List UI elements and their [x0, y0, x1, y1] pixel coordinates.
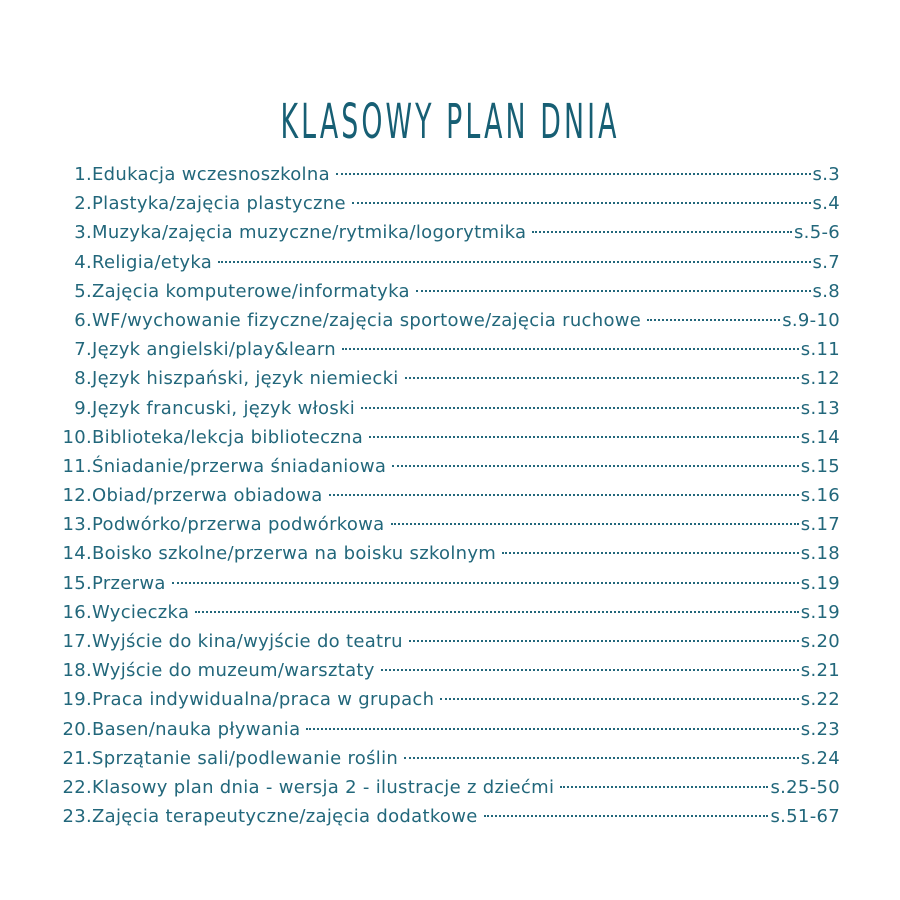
toc-label: Plastyka/zajęcia plastyczne: [92, 193, 346, 215]
toc-entry: [60, 306, 840, 335]
toc-page: s.51-67: [770, 806, 840, 828]
toc-entry: [60, 569, 840, 598]
dot-leader: [195, 611, 798, 613]
toc-label: Wycieczka: [92, 601, 190, 623]
dot-leader: [329, 494, 799, 496]
toc-label: Sprzątanie sali/podlewanie roślin: [92, 747, 399, 769]
toc-page: s.11: [800, 339, 840, 361]
table-of-contents: [60, 160, 840, 831]
dot-leader: [172, 582, 799, 584]
toc-entry: [60, 627, 840, 656]
toc-label: Język francuski, język włoski: [92, 397, 356, 419]
toc-number: 9.: [74, 397, 92, 419]
toc-page: s.12: [800, 368, 840, 390]
page-title: KLASOWY PLAN DNIA: [280, 94, 620, 151]
toc-number: 1.: [74, 164, 92, 185]
toc-entry: [60, 160, 840, 189]
dot-leader: [342, 348, 799, 350]
toc-page: s.8: [812, 280, 840, 302]
toc-entry: [60, 277, 840, 306]
toc-entry: [60, 802, 840, 831]
toc-entry: [60, 539, 840, 568]
toc-page: s.9-10: [782, 309, 840, 331]
toc-page: s.21: [800, 660, 840, 682]
toc-page: s.20: [800, 631, 840, 652]
dot-leader: [405, 377, 799, 379]
toc-entry: [60, 715, 840, 744]
toc-page: s.15: [800, 455, 840, 477]
toc-number: 3.: [74, 222, 92, 244]
toc-number: 15.: [62, 572, 92, 594]
toc-label: Przerwa: [92, 572, 166, 594]
toc-entry: [60, 598, 840, 627]
toc-entry: [60, 218, 840, 247]
dot-leader: [560, 786, 768, 788]
toc-page: s.16: [800, 485, 840, 507]
toc-entry: [60, 481, 840, 510]
toc-page: s.5-6: [794, 222, 840, 244]
toc-page: s.17: [800, 514, 840, 536]
toc-page: s.25-50: [770, 776, 840, 798]
toc-number: 2.: [74, 193, 92, 215]
toc-label: Boisko szkolne/przerwa na boisku szkolnym: [92, 543, 497, 565]
dot-leader: [381, 669, 799, 671]
toc-label: Śniadanie/przerwa śniadaniowa: [92, 455, 387, 477]
toc-page: s.7: [812, 251, 840, 273]
dot-leader: [416, 290, 811, 292]
toc-number: 20.: [62, 718, 92, 740]
toc-label: Podwórko/przerwa podwórkowa: [92, 514, 385, 536]
toc-number: 19.: [62, 689, 92, 711]
toc-label: Biblioteka/lekcja biblioteczna: [92, 426, 364, 448]
toc-number: 16.: [62, 601, 92, 623]
toc-entry: [60, 189, 840, 218]
dot-leader: [369, 436, 799, 438]
toc-number: 8.: [74, 368, 92, 390]
toc-number: 12.: [62, 485, 92, 507]
toc-page: s.13: [800, 397, 840, 419]
toc-number: 14.: [62, 543, 92, 565]
toc-label: Język angielski/play&learn: [92, 339, 336, 361]
toc-page: s.22: [800, 689, 840, 711]
toc-entry: [60, 744, 840, 773]
toc-number: 21.: [62, 747, 92, 769]
toc-number: 7.: [74, 339, 92, 361]
toc-entry: [60, 423, 840, 452]
toc-entry: [60, 773, 840, 802]
toc-number: 17.: [62, 631, 92, 652]
dot-leader: [647, 319, 780, 321]
toc-page: s.14: [800, 426, 840, 448]
toc-label: Klasowy plan dnia - wersja 2 - ilustracje z dziećmi: [92, 776, 555, 798]
toc-entry: [60, 335, 840, 364]
dot-leader: [218, 261, 810, 263]
toc-number: 13.: [62, 514, 92, 536]
toc-label: Muzyka/zajęcia muzyczne/rytmika/logorytmika: [92, 222, 527, 244]
toc-label: Obiad/przerwa obiadowa: [92, 485, 323, 507]
dot-leader: [484, 815, 769, 817]
toc-label: Wyjście do kina/wyjście do teatru: [92, 631, 403, 652]
toc-page: s.23: [800, 718, 840, 740]
toc-number: 23.: [62, 806, 92, 828]
toc-label: Edukacja wczesnoszkolna: [92, 164, 330, 185]
toc-label: Zajęcia terapeutyczne/zajęcia dodatkowe: [92, 806, 478, 828]
toc-label: Wyjście do muzeum/warsztaty: [92, 660, 375, 682]
dot-leader: [502, 552, 799, 554]
toc-entry: [60, 510, 840, 539]
dot-leader: [409, 640, 799, 642]
dot-leader: [391, 523, 799, 525]
toc-number: 4.: [74, 251, 92, 273]
toc-page: s.19: [800, 601, 840, 623]
toc-entry: [60, 452, 840, 481]
toc-page: s.18: [800, 543, 840, 565]
toc-label: Praca indywidualna/praca w grupach: [92, 689, 435, 711]
toc-number: 10.: [62, 426, 92, 448]
toc-page: s.24: [800, 747, 840, 769]
dot-leader: [440, 698, 798, 700]
toc-page: s.4: [812, 193, 840, 215]
dot-leader: [532, 231, 792, 233]
toc-number: 6.: [74, 309, 92, 331]
toc-entry: [60, 394, 840, 423]
toc-entry: [60, 685, 840, 714]
dot-leader: [352, 202, 811, 204]
dot-leader: [306, 728, 798, 730]
dot-leader: [336, 173, 811, 175]
dot-leader: [404, 757, 799, 759]
dot-leader: [361, 407, 799, 409]
toc-label: WF/wychowanie fizyczne/zajęcia sportowe/zajęcia ruchowe: [92, 309, 642, 331]
toc-label: Zajęcia komputerowe/informatyka: [92, 280, 410, 302]
toc-page: s.3: [812, 164, 840, 185]
toc-entry: [60, 248, 840, 277]
toc-number: 18.: [62, 660, 92, 682]
toc-entry: [60, 364, 840, 393]
dot-leader: [392, 465, 799, 467]
toc-label: Język hiszpański, język niemiecki: [92, 368, 399, 390]
toc-number: 11.: [62, 455, 92, 477]
toc-entry: [60, 656, 840, 685]
toc-number: 5.: [74, 280, 92, 302]
toc-page: s.19: [800, 572, 840, 594]
toc-label: Basen/nauka pływania: [92, 718, 301, 740]
toc-label: Religia/etyka: [92, 251, 213, 273]
toc-number: 22.: [62, 776, 92, 798]
